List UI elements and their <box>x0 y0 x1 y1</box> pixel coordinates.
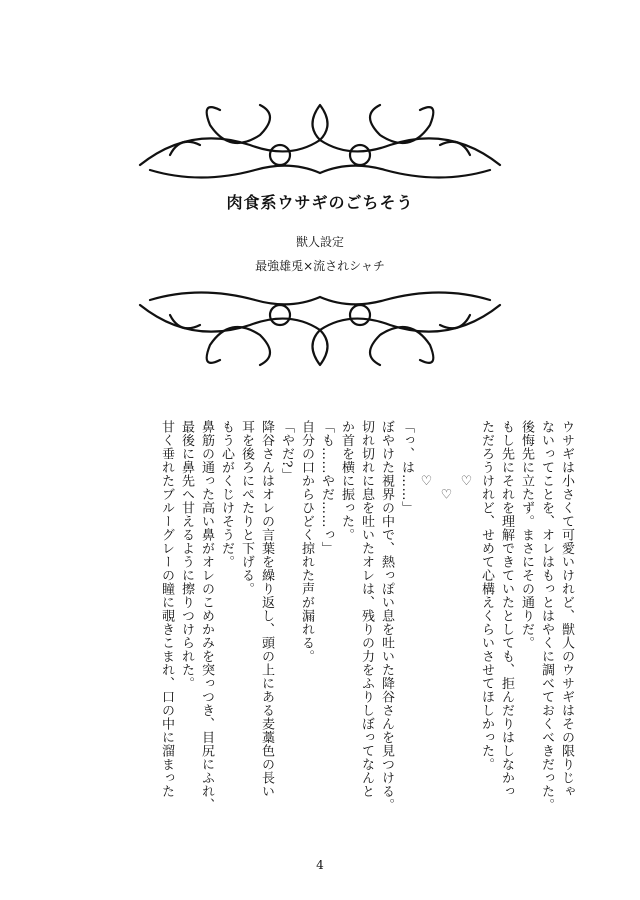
body-line: 自分の口からひどく掠れた声が漏れる。 <box>299 420 314 663</box>
body-line: 耳を後ろにぺたりと下げる。 <box>239 420 254 596</box>
heart-divider: ♡ <box>419 420 434 490</box>
body-line: か首を横に振った。 <box>339 420 354 542</box>
body-line: 最後に鼻先へ甘えるように擦りつけられた。 <box>179 420 194 690</box>
body-line: もし先にそれを理解できていたとしても、拒んだりはしなかっ <box>499 420 514 798</box>
ornament-top <box>130 85 510 195</box>
heart-divider: ♡ <box>439 420 454 503</box>
ornament-bottom <box>130 275 510 385</box>
body-line: 鼻筋の通った高い鼻がオレのこめかみを突っつき、目尻にふれ、 <box>199 420 214 812</box>
heart-divider: ♡ <box>459 420 474 490</box>
body-line: ぼやけた視界の中で、熱っぽい息を吐いた降谷さんを見つける。 <box>379 420 394 812</box>
body-line: 甘く垂れたブルーグレーの瞳に覗きこまれ、口の中に溜まった <box>159 420 174 798</box>
body-text <box>56 420 576 820</box>
body-line: もう心がくじけそうだ。 <box>219 420 234 569</box>
story-subtitle-pairing: 最強雄兎×流されシャチ <box>255 259 385 273</box>
body-line: 「っ、は……」 <box>399 420 414 515</box>
body-line: 「も……やだ……っ」 <box>319 420 334 555</box>
body-line: 「やだ?」 <box>279 420 294 482</box>
body-line: 降谷さんはオレの言葉を繰り返し、頭の上にある麦藁色の長い <box>259 420 274 798</box>
body-line: 切れ切れに息を吐いたオレは、残りの力をふりしぼってなんと <box>359 420 374 798</box>
page-number: 4 <box>316 858 324 872</box>
body-line: 後悔先に立たず。まさにその通りだ。 <box>519 420 534 650</box>
body-line: ないってことを、オレはもっとはやくに調べておくべきだった。 <box>539 420 554 812</box>
story-subtitle-setting: 獣人設定 <box>295 235 344 249</box>
body-line: ウサギは小さくて可愛いけれど、獣人のウサギはその限りじゃ <box>559 420 574 798</box>
body-line: ただろうけれど、せめて心構えくらいさせてほしかった。 <box>479 420 494 771</box>
story-title: 肉食系ウサギのごちそう <box>226 193 414 212</box>
